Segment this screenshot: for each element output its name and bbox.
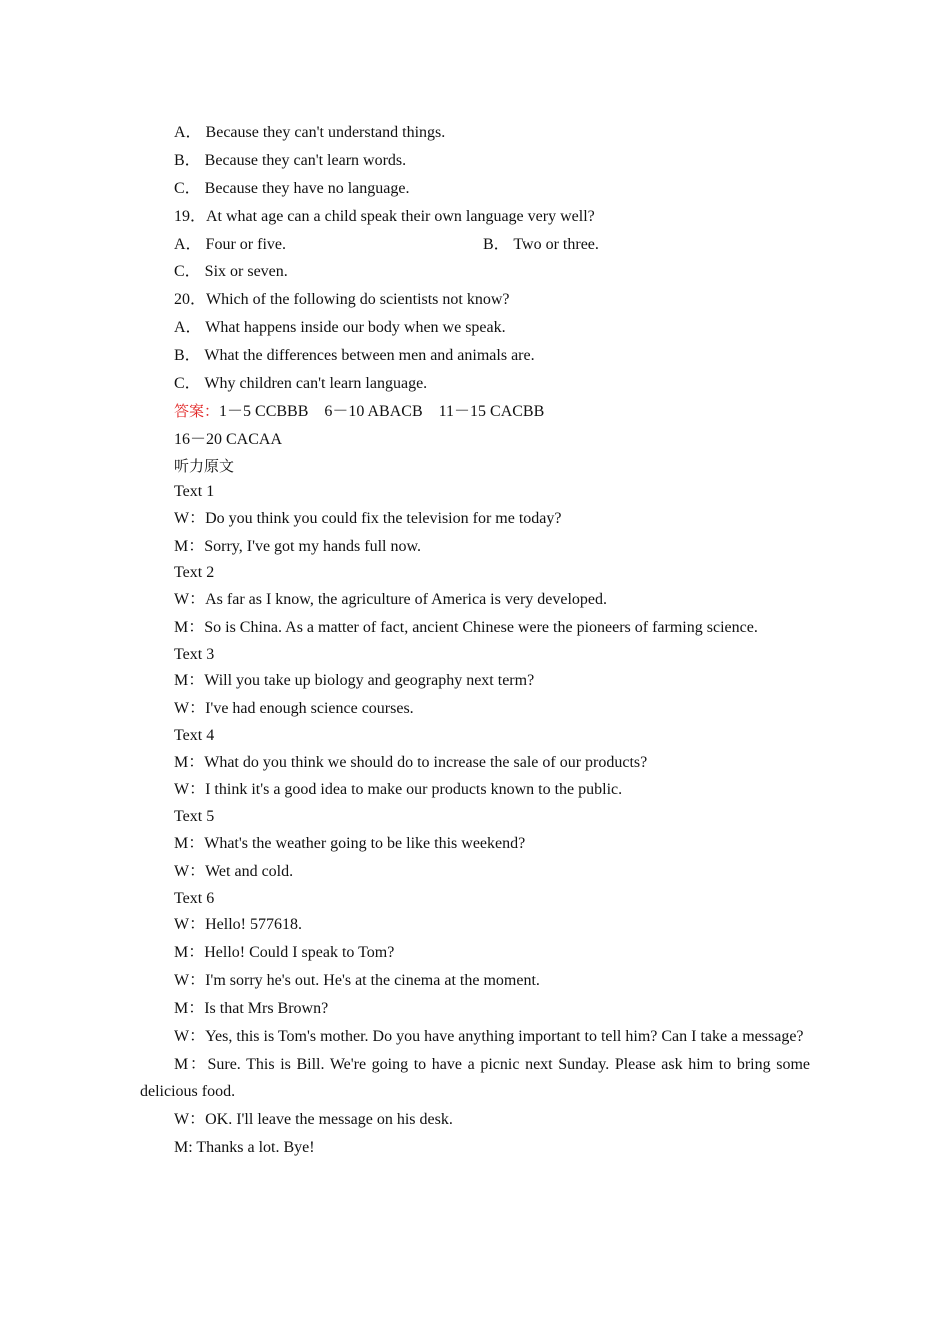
transcript-heading: 听力原文: [174, 456, 235, 475]
dialogue-line: M：Is that Mrs Brown?: [174, 999, 329, 1017]
dialogue-line: W：Do you think you could fix the television for me today?: [174, 509, 562, 527]
q20-option-c: C． Why children can't learn language.: [174, 375, 428, 393]
dialogue-line: W：OK. I'll leave the message on his desk.: [174, 1111, 453, 1129]
text4-title: Text 4: [174, 727, 215, 745]
dialogue-line: M：Sorry, I've got my hands full now.: [174, 537, 422, 555]
answer-key-2: 16－20 CACAA: [174, 430, 283, 448]
document-content: [140, 119, 810, 1162]
dialogue-line: W：Hello! 577618.: [174, 916, 302, 934]
dialogue-line: W：As far as I know, the agriculture of America is very developed.: [174, 590, 608, 608]
answer-label: 答案：: [174, 401, 220, 420]
text1-title: Text 1: [174, 483, 215, 501]
dialogue-line: M：So is China. As a matter of fact, ancient Chinese were the pioneers of farming science.: [174, 618, 758, 636]
text3-title: Text 3: [174, 645, 215, 663]
q18-option-a: A． Because they can't understand things.: [174, 124, 446, 141]
q20-stem: 20．Which of the following do scientists not know?: [174, 291, 510, 309]
q19-option-b: B． Two or three.: [483, 235, 599, 253]
text5-title: Text 5: [174, 808, 215, 826]
q20-option-a: A． What happens inside our body when we speak.: [174, 319, 506, 337]
dialogue-line: W：I'm sorry he's out. He's at the cinema at the moment.: [174, 971, 540, 989]
dialogue-line: M：What do you think we should do to increase the sale of our products?: [174, 753, 648, 771]
q20-option-b: B． What the differences between men and animals are.: [174, 347, 535, 365]
dialogue-line: M：Will you take up biology and geography next term?: [174, 672, 535, 690]
answer-key-1: 1－5 CCBBB 6－10 ABACB 11－15 CACBB: [219, 402, 545, 420]
q19-stem: 19．At what age can a child speak their own language very well?: [174, 207, 595, 225]
dialogue-line: W：Wet and cold.: [174, 862, 294, 880]
q19-option-c: C． Six or seven.: [174, 263, 288, 281]
dialogue-paragraph: W：Yes, this is Tom's mother. Do you have anything important to tell him? Can I take a message?: [174, 1027, 804, 1045]
dialogue-line: M: Thanks a lot. Bye!: [174, 1139, 315, 1157]
q19-option-a: A． Four or five.: [174, 235, 286, 253]
dialogue-line: W：I've had enough science courses.: [174, 700, 414, 718]
q19-options-row: [140, 231, 810, 259]
answer-key-line: [140, 398, 810, 426]
q18-option-c: C． Because they have no language.: [174, 179, 410, 197]
text6-title: Text 6: [174, 889, 215, 907]
dialogue-line: M：What's the weather going to be like this weekend?: [174, 834, 526, 852]
text2-title: Text 2: [174, 564, 215, 582]
dialogue-line: W：I think it's a good idea to make our products known to the public.: [174, 781, 623, 799]
q18-option-b: B． Because they can't learn words.: [174, 151, 407, 169]
dialogue-paragraph: M：Sure. This is Bill. We're going to have a picnic next Sunday. Please ask him to bring some delicious food.: [140, 1055, 810, 1101]
dialogue-line: M：Hello! Could I speak to Tom?: [174, 943, 395, 961]
